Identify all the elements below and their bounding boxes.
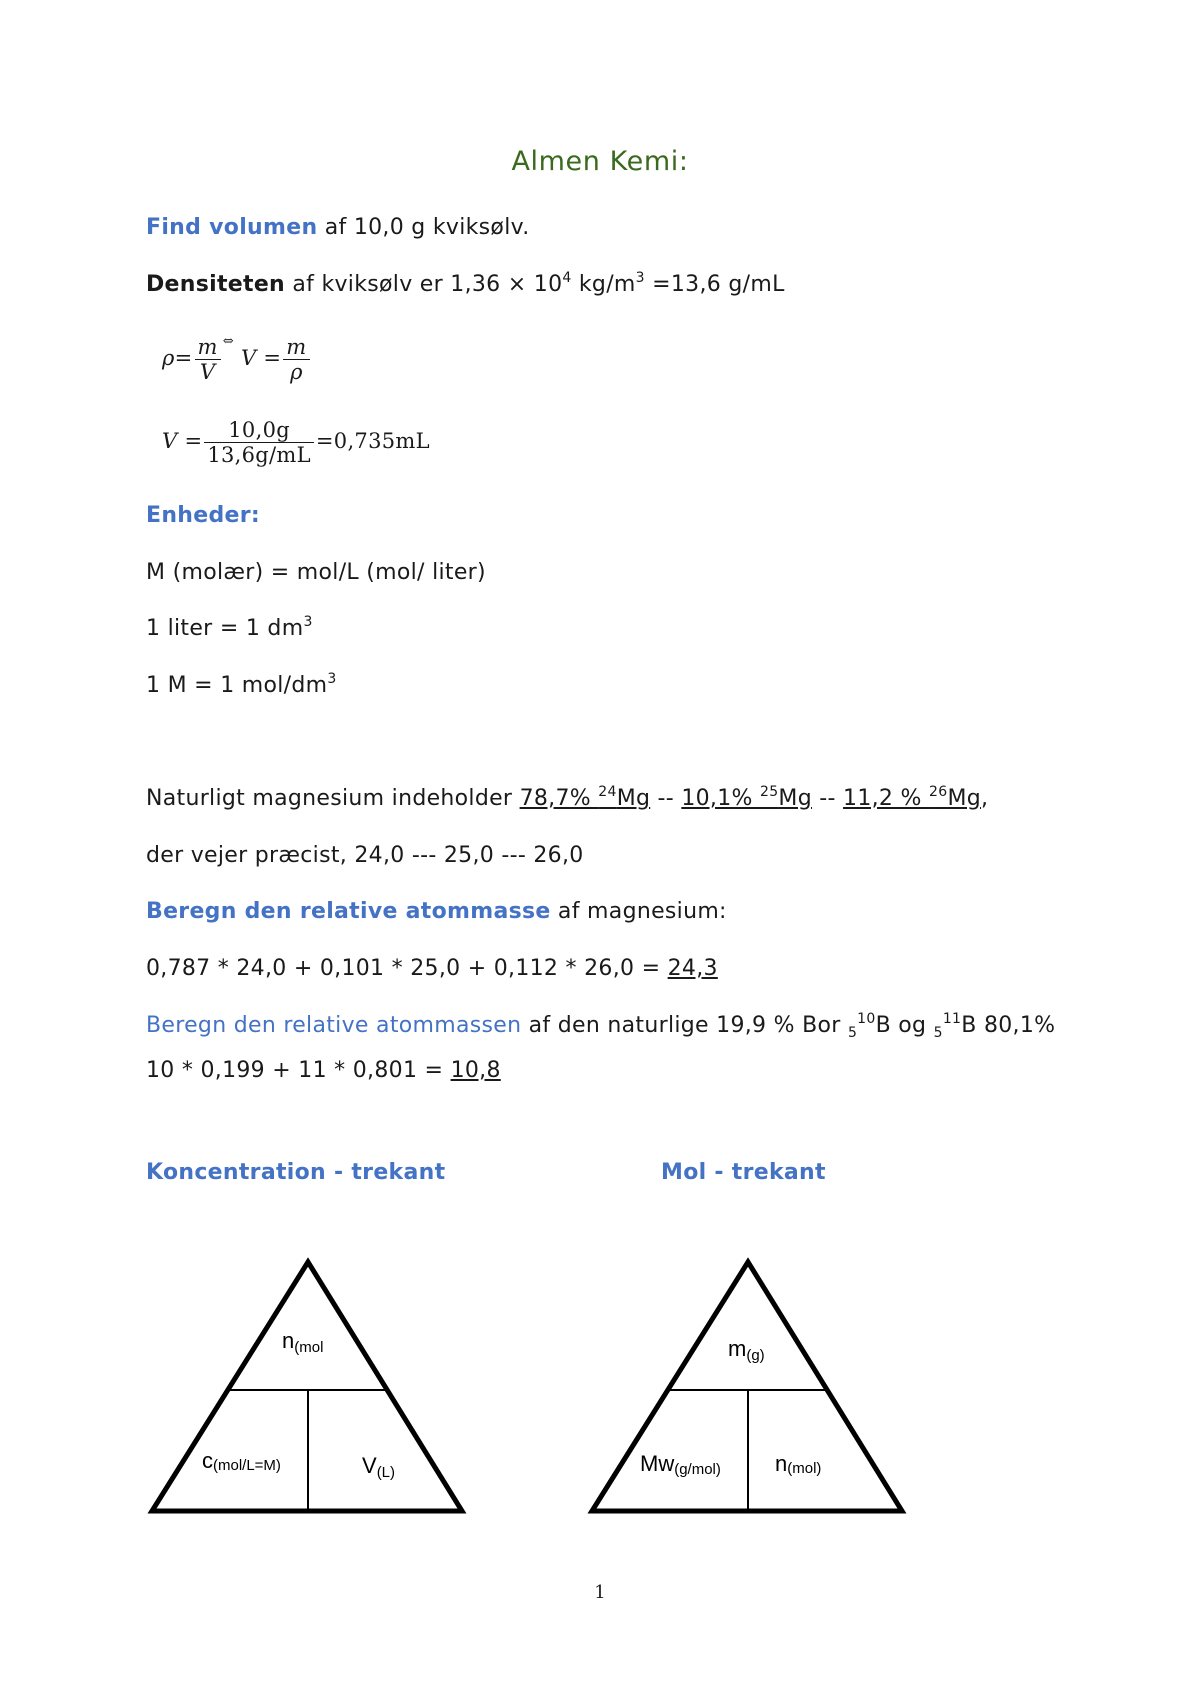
find-volume-line — [146, 215, 530, 240]
concentration-triangle — [140, 1250, 480, 1520]
magnesium-suffix: , — [981, 786, 989, 811]
v-symbol: V = — [240, 346, 282, 370]
label-main: m — [728, 1336, 747, 1361]
density-unit-exponent: 3 — [635, 270, 645, 286]
boron11-atomic-number: 5 — [933, 1025, 943, 1041]
calc-boron-percent: 80,1% — [976, 1013, 1056, 1038]
calc-expression: 0,787 * 24,0 + 0,101 * 25,0 + 0,112 * 26,0 = — [146, 956, 668, 981]
density-line — [146, 272, 785, 297]
density-formula — [162, 334, 312, 384]
volume-formula — [162, 418, 430, 467]
units-heading: Enheder: — [146, 503, 260, 528]
label-main: Mw — [640, 1451, 675, 1476]
calc-magnesium-expression — [146, 956, 718, 981]
calc-result: 24,3 — [667, 956, 718, 981]
isotope-mg26 — [843, 786, 981, 811]
calc-magnesium-heading: Beregn den relative atommasse — [146, 899, 551, 924]
boron10-symbol: B — [875, 1013, 891, 1038]
label-main: n — [775, 1451, 788, 1476]
isotope-percent: 11,2 % — [843, 786, 930, 811]
density-label: Densiteten — [146, 272, 286, 297]
boron10-mass-number: 10 — [857, 1011, 876, 1027]
left-label — [640, 1451, 721, 1478]
equivalence-icon: ⇔ — [222, 334, 234, 349]
units-liter-line — [146, 616, 313, 641]
fraction-numerator: m — [283, 335, 309, 360]
molar-exponent: 3 — [327, 671, 337, 687]
label-sub: (mol) — [787, 1460, 822, 1477]
label-sub: (g) — [746, 1347, 765, 1364]
molar-text: 1 M = 1 mol/dm — [146, 673, 328, 698]
label-sub: (L) — [376, 1464, 396, 1481]
fraction-numerator: m — [195, 335, 221, 360]
density-exponent: 4 — [562, 270, 572, 286]
isotope-mg25 — [681, 786, 812, 811]
separator: -- — [811, 786, 844, 811]
isotope-symbol: Mg — [778, 786, 812, 811]
magnesium-line — [146, 786, 988, 811]
boron11-mass-number: 11 — [942, 1011, 962, 1027]
fraction-numerator: 10,0g — [204, 418, 314, 443]
page-number: 1 — [594, 1582, 606, 1603]
m-over-rho-fraction — [283, 335, 309, 384]
label-main: V — [362, 1453, 377, 1478]
left-label — [202, 1448, 281, 1474]
calc-boron-heading: Beregn den relative atommassen — [146, 1013, 522, 1038]
isotope-mass: 25 — [760, 784, 779, 800]
isotope-symbol: Mg — [616, 786, 651, 811]
units-molar-line: M (molær) = mol/L (mol/ liter) — [146, 560, 486, 585]
magnesium-prefix: Naturligt magnesium indeholder — [146, 786, 520, 811]
mol-triangle — [580, 1250, 920, 1520]
boron11-symbol: B — [961, 1013, 977, 1038]
density-value: =13,6 g/mL — [644, 272, 785, 297]
fraction-denominator: ρ — [290, 360, 303, 384]
isotope-percent: 10,1% — [681, 786, 760, 811]
right-label — [362, 1453, 395, 1481]
liter-exponent: 3 — [303, 614, 313, 630]
label-sub: (g/mol) — [674, 1461, 721, 1478]
calc-boron-text: af den naturlige 19,9 % Bor — [521, 1013, 848, 1038]
find-volume-text: af 10,0 g kviksølv. — [317, 215, 530, 240]
isotope-mass: 24 — [598, 784, 617, 800]
isotope-symbol: Mg — [947, 786, 981, 811]
mol-heading: Mol - trekant — [661, 1160, 826, 1185]
calc-magnesium-text: af magnesium: — [550, 899, 727, 924]
volume-fraction — [204, 418, 314, 467]
isotope-mass: 26 — [929, 784, 948, 800]
conjunction: og — [890, 1013, 934, 1038]
calc-boron-question — [146, 1011, 1056, 1041]
find-volume-heading: Find volumen — [146, 215, 318, 240]
label-sub: (mol — [294, 1339, 324, 1356]
separator: -- — [650, 786, 682, 811]
volume-result: =0,735mL — [315, 429, 430, 453]
liter-text: 1 liter = 1 dm — [146, 616, 304, 641]
m-over-v-fraction — [195, 335, 221, 384]
isotope-percent: 78,7% — [519, 786, 599, 811]
boron10-atomic-number: 5 — [847, 1025, 858, 1041]
calc-expression: 10 * 0,199 + 11 * 0,801 = — [146, 1058, 451, 1083]
label-main: c — [202, 1448, 213, 1473]
label-sub: (mol/L=M) — [213, 1457, 281, 1474]
rho-symbol: ρ= — [162, 346, 193, 370]
top-label — [282, 1328, 323, 1356]
top-label — [728, 1336, 765, 1364]
units-molar-dm-line — [146, 673, 337, 698]
calc-result: 10,8 — [450, 1058, 501, 1083]
density-unit: kg/m — [571, 272, 636, 297]
v-symbol: V = — [162, 429, 203, 453]
magnesium-weights-line: der vejer præcist, 24,0 --- 25,0 --- 26,0 — [146, 843, 584, 868]
right-label — [775, 1451, 821, 1477]
density-text: af kviksølv er 1,36 × 10 — [285, 272, 563, 297]
calc-magnesium-question — [146, 899, 727, 924]
label-main: n — [282, 1328, 295, 1353]
fraction-denominator: V — [199, 360, 216, 384]
isotope-mg24 — [520, 786, 651, 811]
page-title: Almen Kemi: — [511, 146, 689, 177]
fraction-denominator: 13,6g/mL — [207, 443, 311, 467]
calc-boron-expression — [146, 1058, 501, 1083]
concentration-heading: Koncentration - trekant — [146, 1160, 446, 1185]
